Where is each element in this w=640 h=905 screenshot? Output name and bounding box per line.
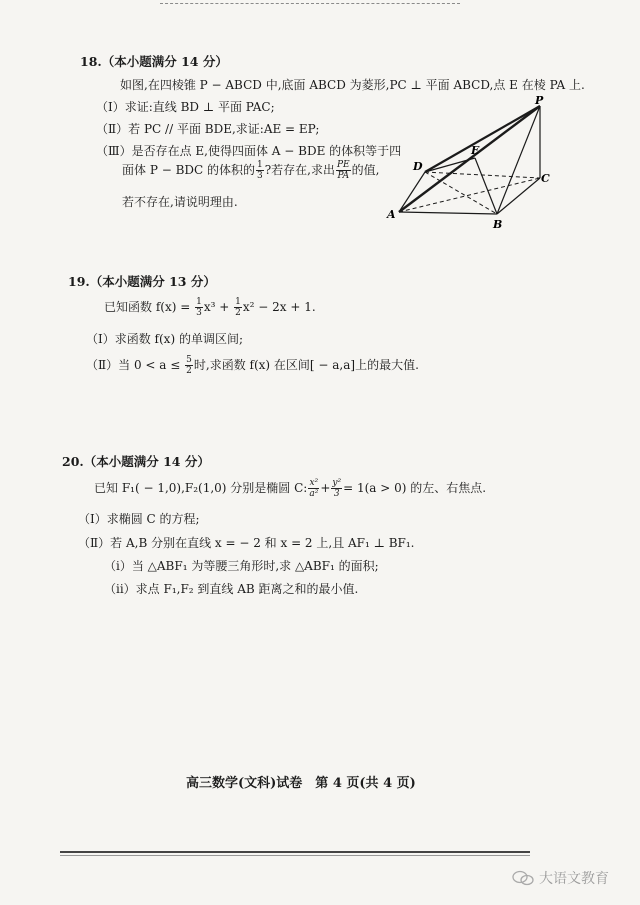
q18-part3-text-c: 的值,: [351, 163, 380, 177]
frac-den: PA: [337, 171, 350, 181]
q19-part2-b: 时,求函数 f(x) 在区间[ − a,a]上的最大值.: [193, 358, 419, 372]
frac-num: x²: [309, 478, 319, 488]
q20-given-a: 已知 F₁( − 1,0),F₂(1,0) 分别是椭圆 C:: [94, 481, 308, 495]
bottom-divider: [60, 851, 530, 853]
frac-num: PE: [337, 160, 350, 170]
q19-given-c: x² − 2x + 1.: [242, 300, 316, 314]
q18-part3-text-b: ?若存在,求出: [264, 163, 335, 177]
q19-part2: [86, 355, 419, 376]
frac-den: 3: [257, 171, 263, 181]
bottom-divider-thin: [60, 855, 530, 856]
frac-den: a²: [309, 489, 319, 499]
q20-part2: （Ⅱ）若 A,B 分别在直线 x = − 2 和 x = 2 上,且 AF₁ ⊥ BF₁.: [78, 536, 415, 550]
q20-given-c: = 1(a > 0) 的左、右焦点.: [343, 481, 487, 495]
label-a: A: [387, 208, 396, 221]
q20-part1: （Ⅰ）求椭圆 C 的方程;: [78, 512, 200, 526]
label-c: C: [541, 172, 550, 185]
q19-frac-five-halves: [185, 355, 193, 376]
label-p: P: [535, 94, 544, 107]
edge-ab: [399, 212, 497, 214]
label-e: E: [471, 144, 480, 157]
q20-given: [94, 478, 486, 499]
frac-num: 5: [186, 355, 192, 365]
frac-num: y²: [332, 478, 342, 488]
edge-pd: [425, 106, 540, 172]
q18-fraction-one-third: [256, 160, 264, 181]
frac-den: 2: [235, 308, 241, 318]
wechat-icon: [512, 870, 534, 886]
q18-header: 18.（本小题满分 14 分）: [80, 54, 228, 69]
frac-num: 1: [235, 297, 241, 307]
edge-db-hidden: [425, 172, 497, 214]
q19-given: [104, 297, 316, 318]
q18-part2: （Ⅱ）若 PC // 平面 BDE,求证:AE = EP;: [96, 122, 320, 136]
edge-ad: [399, 172, 425, 212]
pyramid-figure: [385, 92, 555, 232]
q18-part3-line1: （Ⅲ）是否存在点 E,使得四面体 A − BDE 的体积等于四: [96, 144, 402, 158]
q20-frac-y2-3: [331, 478, 342, 499]
q20-header: 20.（本小题满分 14 分）: [62, 454, 210, 469]
q19-given-a: 已知函数 f(x) =: [104, 300, 191, 314]
q18-part1: （Ⅰ）求证:直线 BD ⊥ 平面 PAC;: [96, 100, 275, 114]
edge-de: [425, 158, 475, 172]
top-divider: [160, 3, 460, 5]
q19-frac-one-half: [234, 297, 242, 318]
q20-frac-x2-a2: [308, 478, 319, 499]
q18-part3-line3: 若不存在,请说明理由.: [122, 195, 238, 209]
frac-den: 3: [196, 308, 202, 318]
frac-den: 3: [333, 489, 340, 499]
q19-part1: （Ⅰ）求函数 f(x) 的单调区间;: [86, 332, 243, 346]
frac-num: 1: [257, 160, 263, 170]
q18-part3-line2: [122, 160, 379, 181]
edge-eb: [475, 158, 497, 214]
page-footer: 高三数学(文科)试卷 第 4 页(共 4 页): [186, 776, 416, 791]
watermark-text: 大语文教育: [539, 871, 609, 887]
label-b: B: [493, 218, 503, 231]
frac-den: 2: [186, 366, 192, 376]
q18-part3-text-a: 面体 P − BDC 的体积的: [122, 163, 256, 177]
q19-frac-one-third: [195, 297, 203, 318]
watermark: [512, 868, 609, 888]
q20-given-b: +: [320, 481, 331, 495]
frac-num: 1: [196, 297, 202, 307]
q19-part2-a: （Ⅱ）当 0 < a ≤: [86, 358, 181, 372]
q18-fraction-pe-pa: [336, 160, 351, 181]
q19-given-b: x³ +: [203, 300, 230, 314]
q19-header: 19.（本小题满分 13 分）: [68, 274, 216, 289]
label-d: D: [413, 160, 423, 173]
q20-sub2: （ii）求点 F₁,F₂ 到直线 AB 距离之和的最小值.: [104, 582, 359, 596]
q20-sub1: （i）当 △ABF₁ 为等腰三角形时,求 △ABF₁ 的面积;: [104, 559, 379, 573]
q18-intro: 如图,在四棱锥 P − ABCD 中,底面 ABCD 为菱形,PC ⊥ 平面 ABCD,点 E 在棱 PA 上.: [120, 78, 585, 92]
